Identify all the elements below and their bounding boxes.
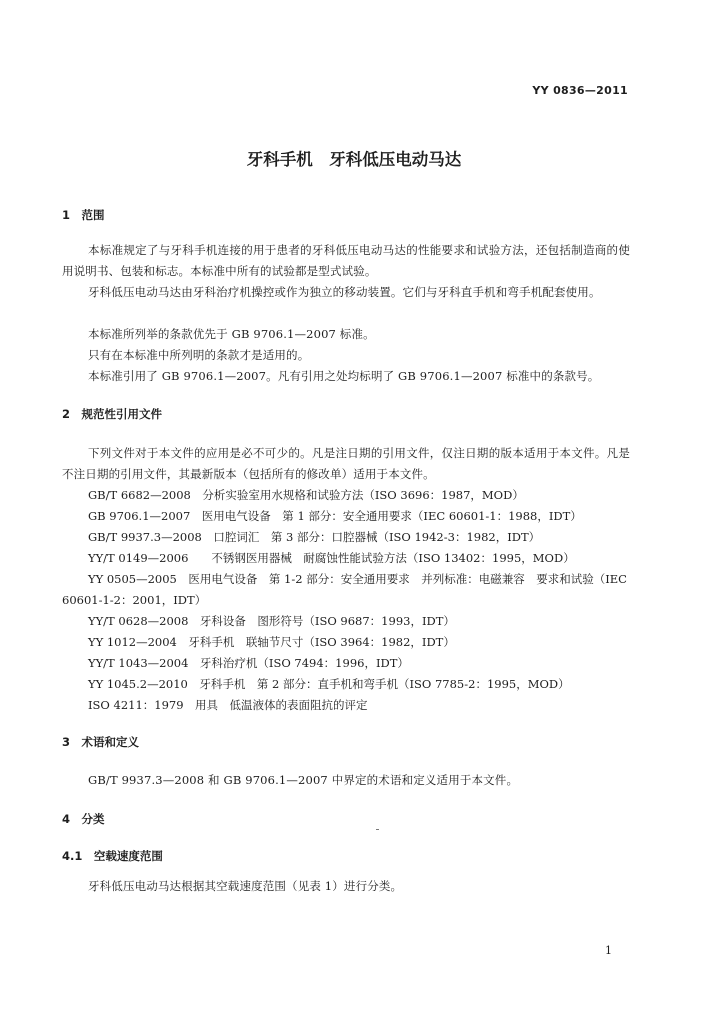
- reference-item: YY/T 0628—2008 牙科设备 图形符号（ISO 9687：1993，IDT）: [88, 614, 455, 628]
- section-1-paragraph: 本标准所列举的条款优先于 GB 9706.1—2007 标准。: [88, 327, 375, 341]
- section-3-heading: 3 术语和定义: [62, 735, 140, 749]
- reference-item: YY 0505—2005 医用电气设备 第 1-2 部分：安全通用要求 并列标准：电磁兼容 要求和试验（IEC 60601-1-2：2001，IDT）: [62, 572, 627, 607]
- section-1-paragraph: 本标准规定了与牙科手机连接的用于患者的牙科低压电动马达的性能要求和试验方法，还包括制造商的使用说明书、包装和标志。本标准中所有的试验都是型式试验。: [62, 243, 630, 278]
- subsection-4-1-paragraph: 牙科低压电动马达根据其空载速度范围（见表 1）进行分类。: [88, 879, 403, 893]
- document-title: 牙科手机 牙科低压电动马达: [246, 150, 462, 169]
- reference-item: ISO 4211：1979 用具 低温液体的表面阻抗的评定: [88, 698, 368, 712]
- scan-speck: [376, 829, 379, 830]
- section-4-heading: 4 分类: [62, 812, 105, 826]
- section-1-paragraph: 牙科低压电动马达由牙科治疗机操控或作为独立的移动装置。它们与牙科直手机和弯手机配套使用。: [88, 285, 601, 299]
- page-number: 1: [605, 944, 612, 957]
- section-1-heading: 1 范围: [62, 208, 105, 222]
- section-1-paragraph: 只有在本标准中所列明的条款才是适用的。: [88, 348, 310, 362]
- reference-item: GB/T 6682—2008 分析实验室用水规格和试验方法（ISO 3696：1987，MOD）: [88, 488, 524, 502]
- section-2-heading: 2 规范性引用文件: [62, 407, 163, 421]
- section-3-paragraph: GB/T 9937.3—2008 和 GB 9706.1—2007 中界定的术语和定义适用于本文件。: [88, 773, 519, 787]
- subsection-4-1-heading: 4.1 空载速度范围: [62, 849, 163, 863]
- reference-item: YY 1012—2004 牙科手机 联轴节尺寸（ISO 3964：1982，IDT）: [88, 635, 455, 649]
- reference-item: YY/T 1043—2004 牙科治疗机（ISO 7494：1996，IDT）: [88, 656, 409, 670]
- section-1-paragraph: 本标准引用了 GB 9706.1—2007。凡有引用之处均标明了 GB 9706.1—2007 标准中的条款号。: [88, 369, 600, 383]
- standard-number: YY 0836—2011: [532, 84, 628, 97]
- reference-item: YY 1045.2—2010 牙科手机 第 2 部分：直手机和弯手机（ISO 7785-2：1995，MOD）: [88, 677, 570, 691]
- section-2-intro: 下列文件对于本文件的应用是必不可少的。凡是注日期的引用文件，仅注日期的版本适用于本文件。凡是不注日期的引用文件，其最新版本（包括所有的修改单）适用于本文件。: [62, 446, 630, 481]
- reference-item: GB/T 9937.3—2008 口腔词汇 第 3 部分：口腔器械（ISO 1942-3：1982，IDT）: [88, 530, 541, 544]
- reference-item: GB 9706.1—2007 医用电气设备 第 1 部分：安全通用要求（IEC 60601-1：1988，IDT）: [88, 509, 582, 523]
- reference-item: YY/T 0149—2006 不锈钢医用器械 耐腐蚀性能试验方法（ISO 13402：1995，MOD）: [88, 551, 575, 565]
